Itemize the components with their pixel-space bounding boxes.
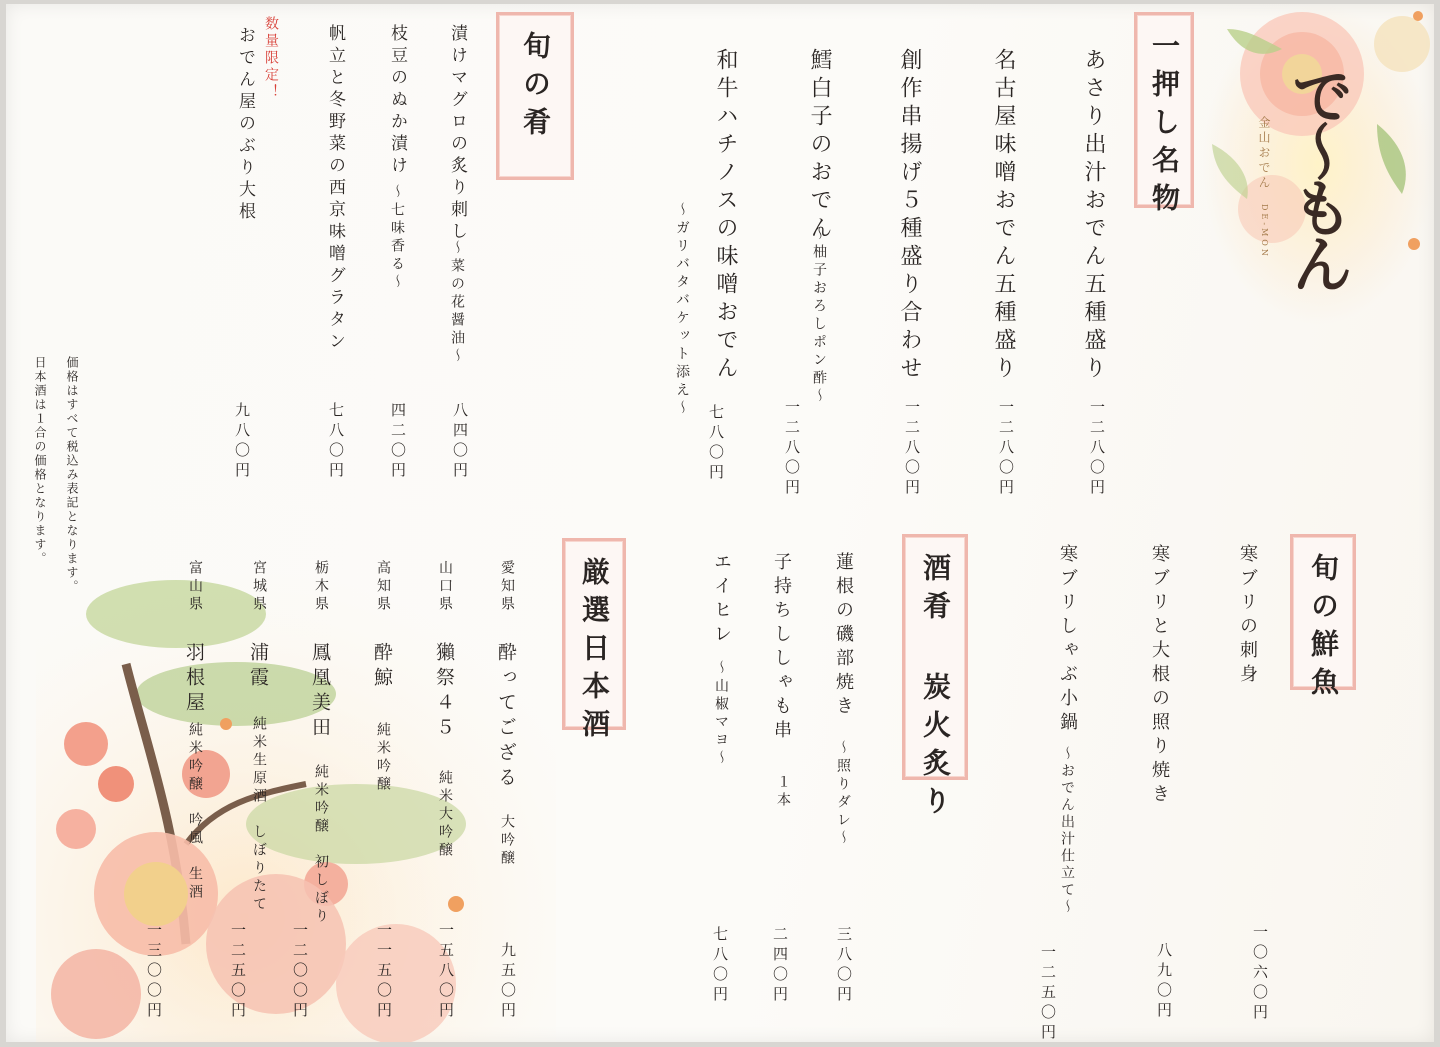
menu-item-price: 九八〇円 bbox=[233, 402, 251, 482]
logo-mark: で～もん bbox=[1281, 64, 1354, 288]
menu-sheet bbox=[6, 4, 1434, 1042]
logo-subtitle: 金山おでん bbox=[1257, 116, 1271, 191]
menu-item-note: ～照りダレ～ bbox=[835, 740, 851, 848]
limited-quantity-tag: 数量限定！ bbox=[263, 16, 279, 101]
sake-grade: 純米吟醸 bbox=[375, 722, 391, 794]
menu-item-name: 寒ブリしゃぶ小鍋 bbox=[1057, 544, 1078, 736]
menu-item-name: 寒ブリと大根の照り焼き bbox=[1149, 544, 1170, 808]
menu-item-note: ～七味香る～ bbox=[389, 184, 405, 292]
section-title-sake: 厳選日本酒 bbox=[562, 538, 626, 730]
sake-name: 浦霞 bbox=[247, 642, 269, 692]
sake-prefecture: 宮城県 bbox=[251, 560, 267, 614]
menu-item-name: エイヒレ bbox=[711, 552, 732, 648]
menu-item-note: ～山椒マヨ～ bbox=[713, 660, 729, 768]
menu-item-note: ～菜の花醤油～ bbox=[449, 240, 465, 366]
menu-item-name: 蓮根の磯部焼き bbox=[833, 552, 854, 720]
menu-item-name: 寒ブリの刺身 bbox=[1237, 544, 1258, 688]
sake-name: 鳳凰美田 bbox=[309, 642, 331, 742]
menu-item-note: ～おでん出汁仕立て～ bbox=[1059, 746, 1075, 916]
sake-prefecture: 愛知県 bbox=[499, 560, 515, 614]
menu-item-price: 七八〇円 bbox=[711, 926, 729, 1006]
menu-item-note: ～柚子おろしポン酢～ bbox=[811, 226, 827, 406]
menu-item-name: 和牛ハチノスの味噌おでん bbox=[713, 48, 738, 384]
menu-item-note: １本 bbox=[775, 774, 791, 810]
sake-price: 一一五〇円 bbox=[375, 922, 393, 1022]
tax-note: 価格はすべて税込み表記となります。 bbox=[65, 356, 79, 594]
menu-item-price: 一二八〇円 bbox=[1088, 399, 1106, 499]
sake-price: 一三〇〇円 bbox=[145, 922, 163, 1022]
menu-item-price: 一二八〇円 bbox=[997, 399, 1015, 499]
menu-item-price: 四二〇円 bbox=[389, 402, 407, 482]
sake-price: 一五八〇円 bbox=[437, 922, 455, 1022]
sake-price: 一二〇〇円 bbox=[291, 922, 309, 1022]
sake-grade: 純米大吟醸 bbox=[437, 770, 453, 860]
menu-item-note: ～ガリバタバケット添え～ bbox=[674, 202, 690, 418]
sake-name: 酔鯨 bbox=[371, 642, 393, 692]
menu-item-price: 八九〇円 bbox=[1155, 942, 1173, 1022]
menu-item-price: 一二五〇円 bbox=[1039, 944, 1057, 1044]
sake-grade: 純米吟醸 吟風 生酒 bbox=[187, 722, 203, 902]
menu-item-name: 漬けマグロの炙り刺し bbox=[447, 24, 467, 244]
menu-item-price: 八四〇円 bbox=[451, 402, 469, 482]
menu-item-price: 一二八〇円 bbox=[903, 399, 921, 499]
section-title-sumibi: 酒肴 炭火炙り bbox=[902, 534, 968, 780]
sake-name: 獺祭４５ bbox=[433, 642, 455, 742]
menu-item-name: 鱈白子のおでん bbox=[807, 48, 832, 244]
menu-item-price: 一二八〇円 bbox=[783, 399, 801, 499]
sake-prefecture: 富山県 bbox=[187, 560, 203, 614]
sake-prefecture: 栃木県 bbox=[313, 560, 329, 614]
sake-grade: 純米吟醸 初しぼり bbox=[313, 764, 329, 926]
section-title-ichioshi: 一押し名物 bbox=[1134, 12, 1194, 208]
sake-name: 羽根屋 bbox=[183, 642, 205, 717]
menu-item-name: おでん屋のぶり大根 bbox=[235, 26, 255, 224]
sake-grade: 純米生原酒 しぼりたて bbox=[251, 716, 267, 914]
menu-item-name: 帆立と冬野菜の西京味噌グラタン bbox=[325, 24, 345, 354]
sake-prefecture: 山口県 bbox=[437, 560, 453, 614]
sake-price: 一二五〇円 bbox=[229, 922, 247, 1022]
section-title-sengyo: 旬の鮮魚 bbox=[1290, 534, 1356, 690]
menu-item-price: 七八〇円 bbox=[707, 404, 725, 484]
menu-item-name: 名古屋味噌おでん五種盛り bbox=[991, 48, 1016, 384]
menu-item-name: あさり出汁おでん五種盛り bbox=[1081, 48, 1106, 384]
sake-measure-note: 日本酒は１合の価格となります。 bbox=[33, 356, 47, 566]
menu-item-name: 子持ちししゃも串 bbox=[771, 552, 792, 744]
section-title-shun-no-sakana: 旬の肴 bbox=[496, 12, 574, 180]
sake-grade: 大吟醸 bbox=[499, 814, 515, 868]
menu-item-name: 創作串揚げ５種盛り合わせ bbox=[897, 48, 922, 384]
sake-price: 九五〇円 bbox=[499, 942, 517, 1022]
menu-item-price: 二四〇円 bbox=[771, 926, 789, 1006]
logo-romaji: DE-MON bbox=[1260, 204, 1269, 259]
menu-item-price: 一〇六〇円 bbox=[1251, 924, 1269, 1024]
menu-item-name: 枝豆のぬか漬け bbox=[387, 24, 407, 178]
menu-item-price: 三八〇円 bbox=[835, 926, 853, 1006]
sake-prefecture: 高知県 bbox=[375, 560, 391, 614]
menu-item-price: 七八〇円 bbox=[327, 402, 345, 482]
sake-name: 酔ってござる bbox=[495, 642, 517, 792]
